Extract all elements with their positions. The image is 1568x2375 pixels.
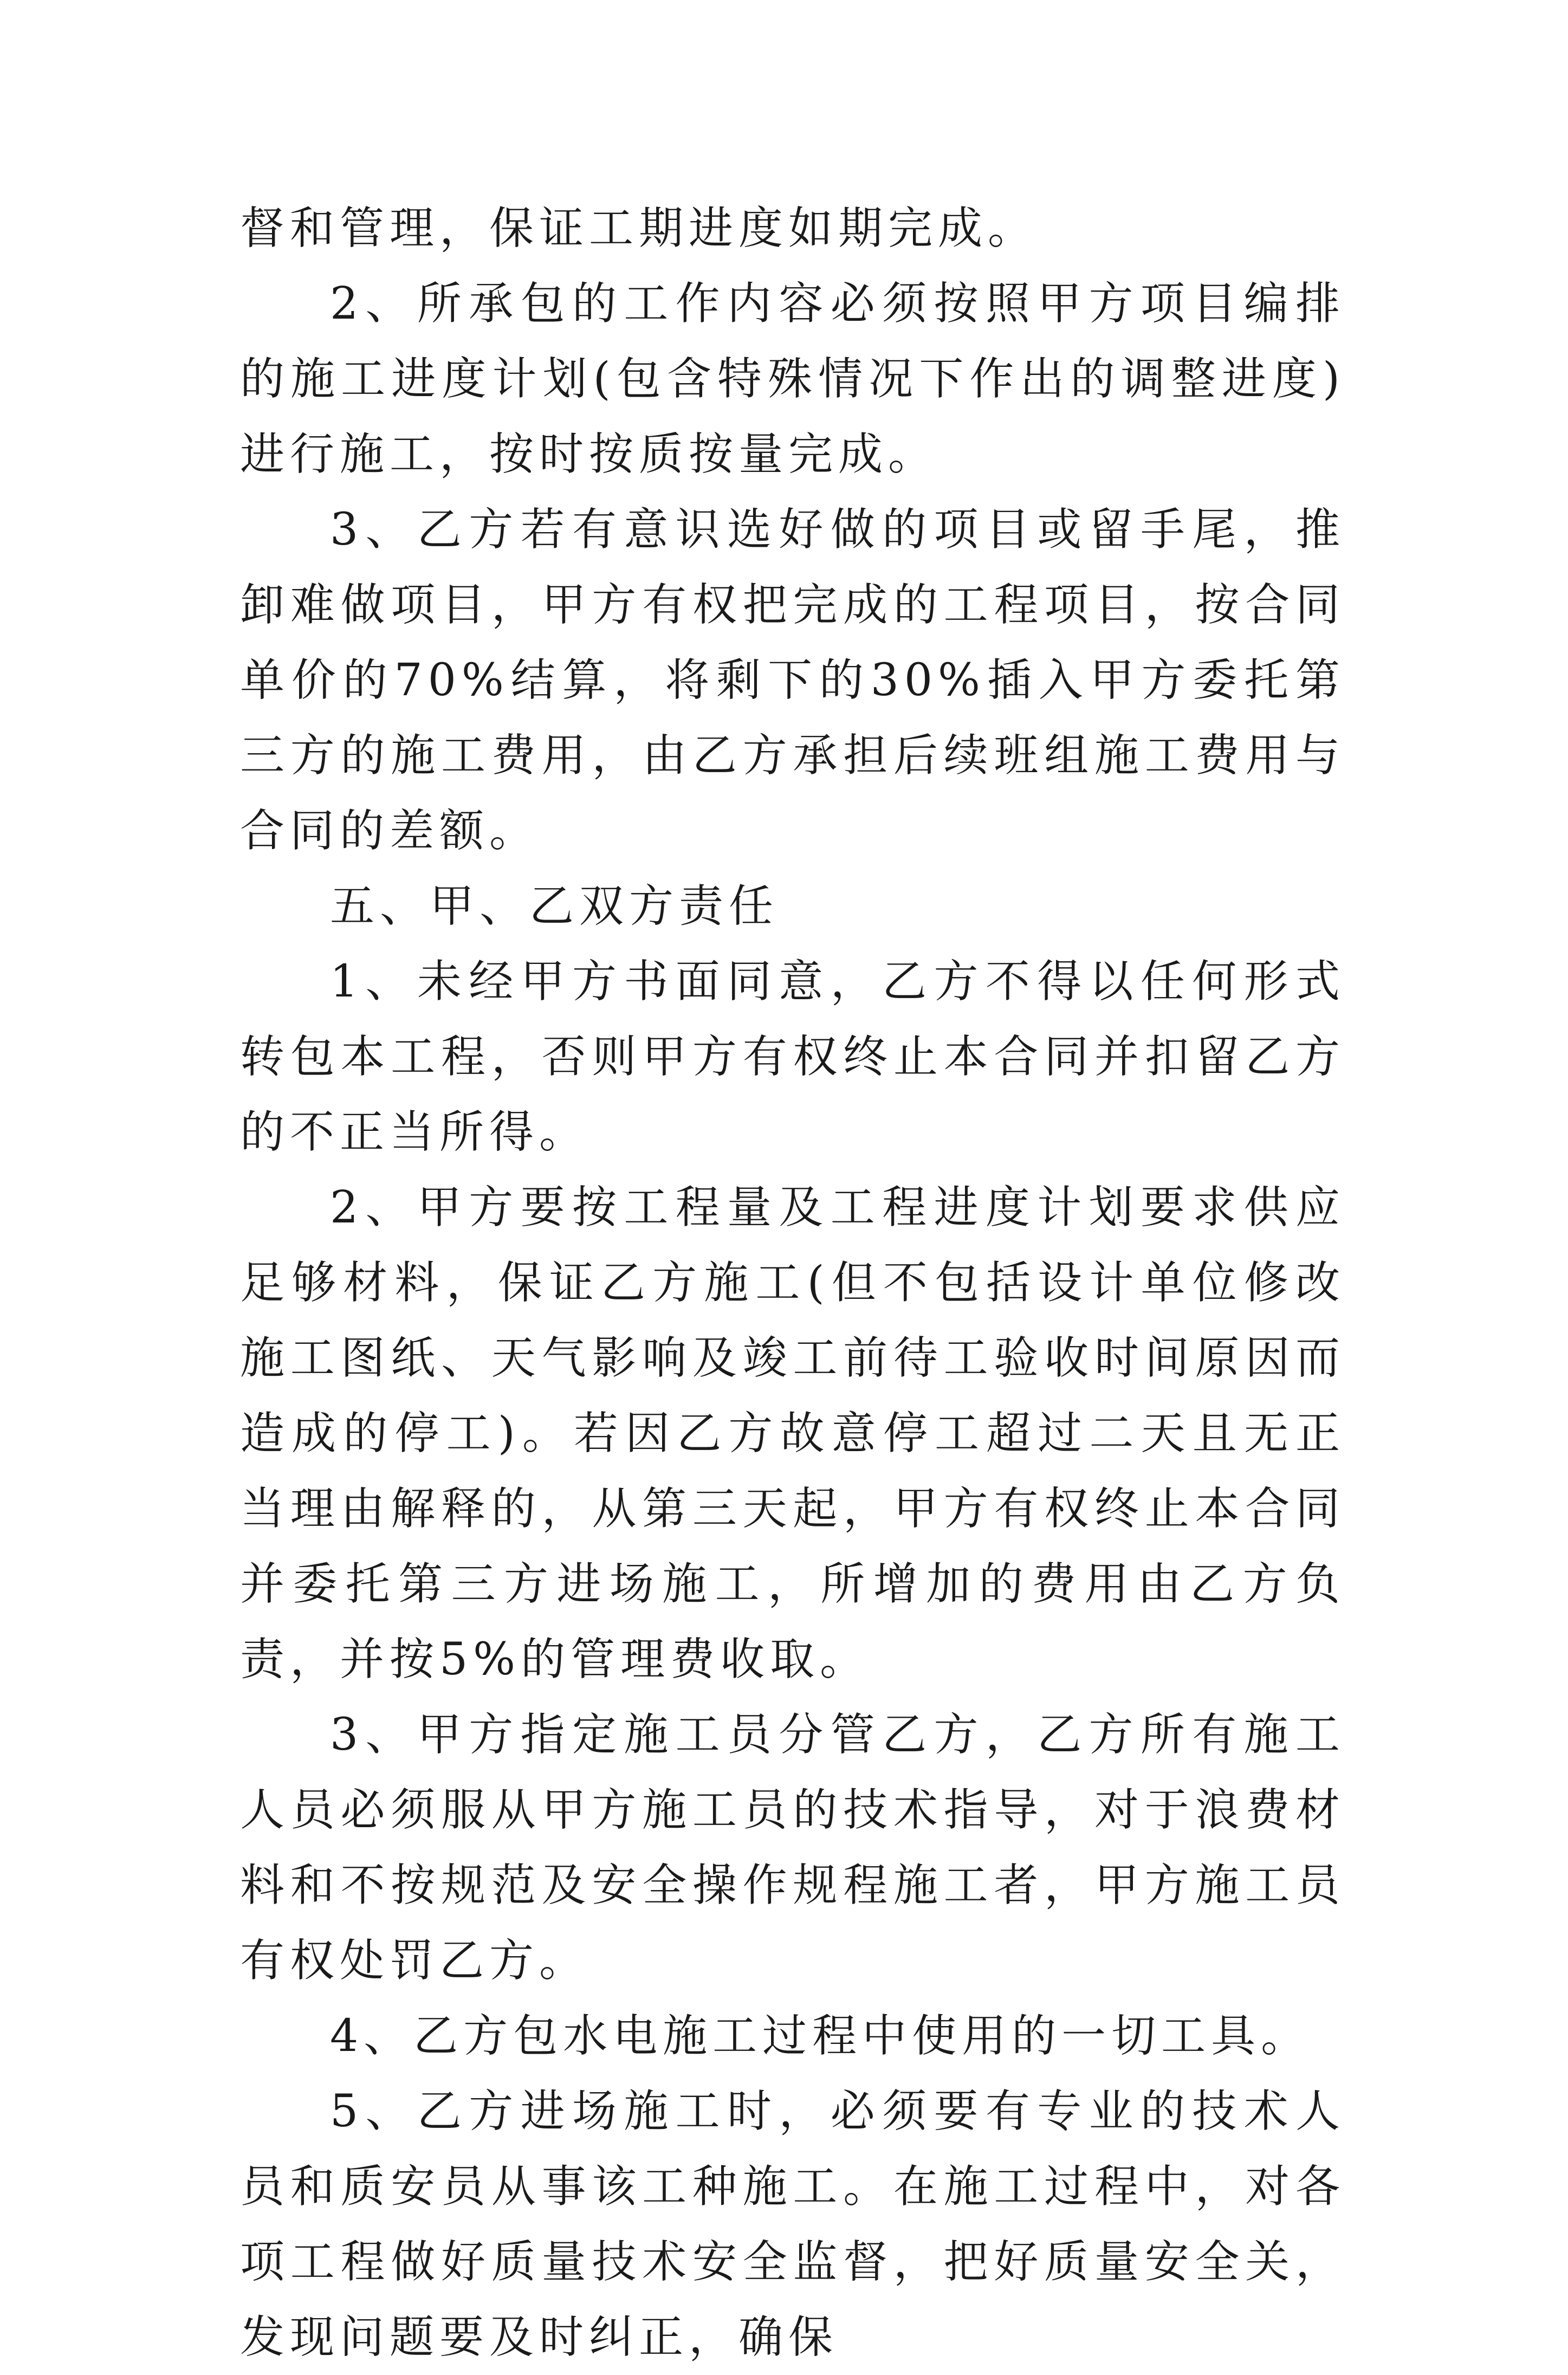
paragraph-clause-5-5: 5、乙方进场施工时，必须要有专业的技术人员和质安员从事该工种施工。在施工过程中，对各项工程做好质量技术安全监督，把好质量安全关，发现问题要及时纠正，确保 xyxy=(240,2086,1345,2363)
document-body xyxy=(240,191,1345,2375)
paragraph-clause-5-1: 1、未经甲方书面同意，乙方不得以任何形式转包本工程，否则甲方有权终止本合同并扣留乙方的不正当所得。 xyxy=(240,956,1345,1158)
paragraph-clause-5-3: 3、甲方指定施工员分管乙方，乙方所有施工人员必须服从甲方施工员的技术指导，对于浪费材料和不按规范及安全操作规程施工者，甲方施工员有权处罚乙方。 xyxy=(240,1709,1345,1986)
paragraph-clause-4-2: 2、所承包的工作内容必须按照甲方项目编排的施工进度计划(包含特殊情况下作出的调整进度)进行施工，按时按质按量完成。 xyxy=(240,278,1345,480)
paragraph-clause-5-4: 4、乙方包水电施工过程中使用的一切工具。 xyxy=(330,2010,1311,2062)
paragraph-continuation: 督和管理，保证工期进度如期完成。 xyxy=(240,203,1038,254)
paragraph-clause-5-2: 2、甲方要按工程量及工程进度计划要求供应足够材料，保证乙方施工(但不包括设计单位修改施工图纸、天气影响及竣工前待工验收时间原因而造成的停工)。若因乙方故意停工超过二天且无正当理由解释的，从第三天起，甲方有权终止本合同并委托第三方进场施工，所增加的费用由乙方负责，并按5%的管理费收取。 xyxy=(240,1182,1345,1685)
section-heading-5: 五、甲、乙双方责任 xyxy=(330,881,779,932)
paragraph-clause-4-3: 3、乙方若有意识选好做的项目或留手尾，推卸难做项目，甲方有权把完成的工程项目，按合同单价的70%结算，将剩下的30%插入甲方委托第三方的施工费用，由乙方承担后续班组施工费用与合同的差额。 xyxy=(240,504,1345,857)
